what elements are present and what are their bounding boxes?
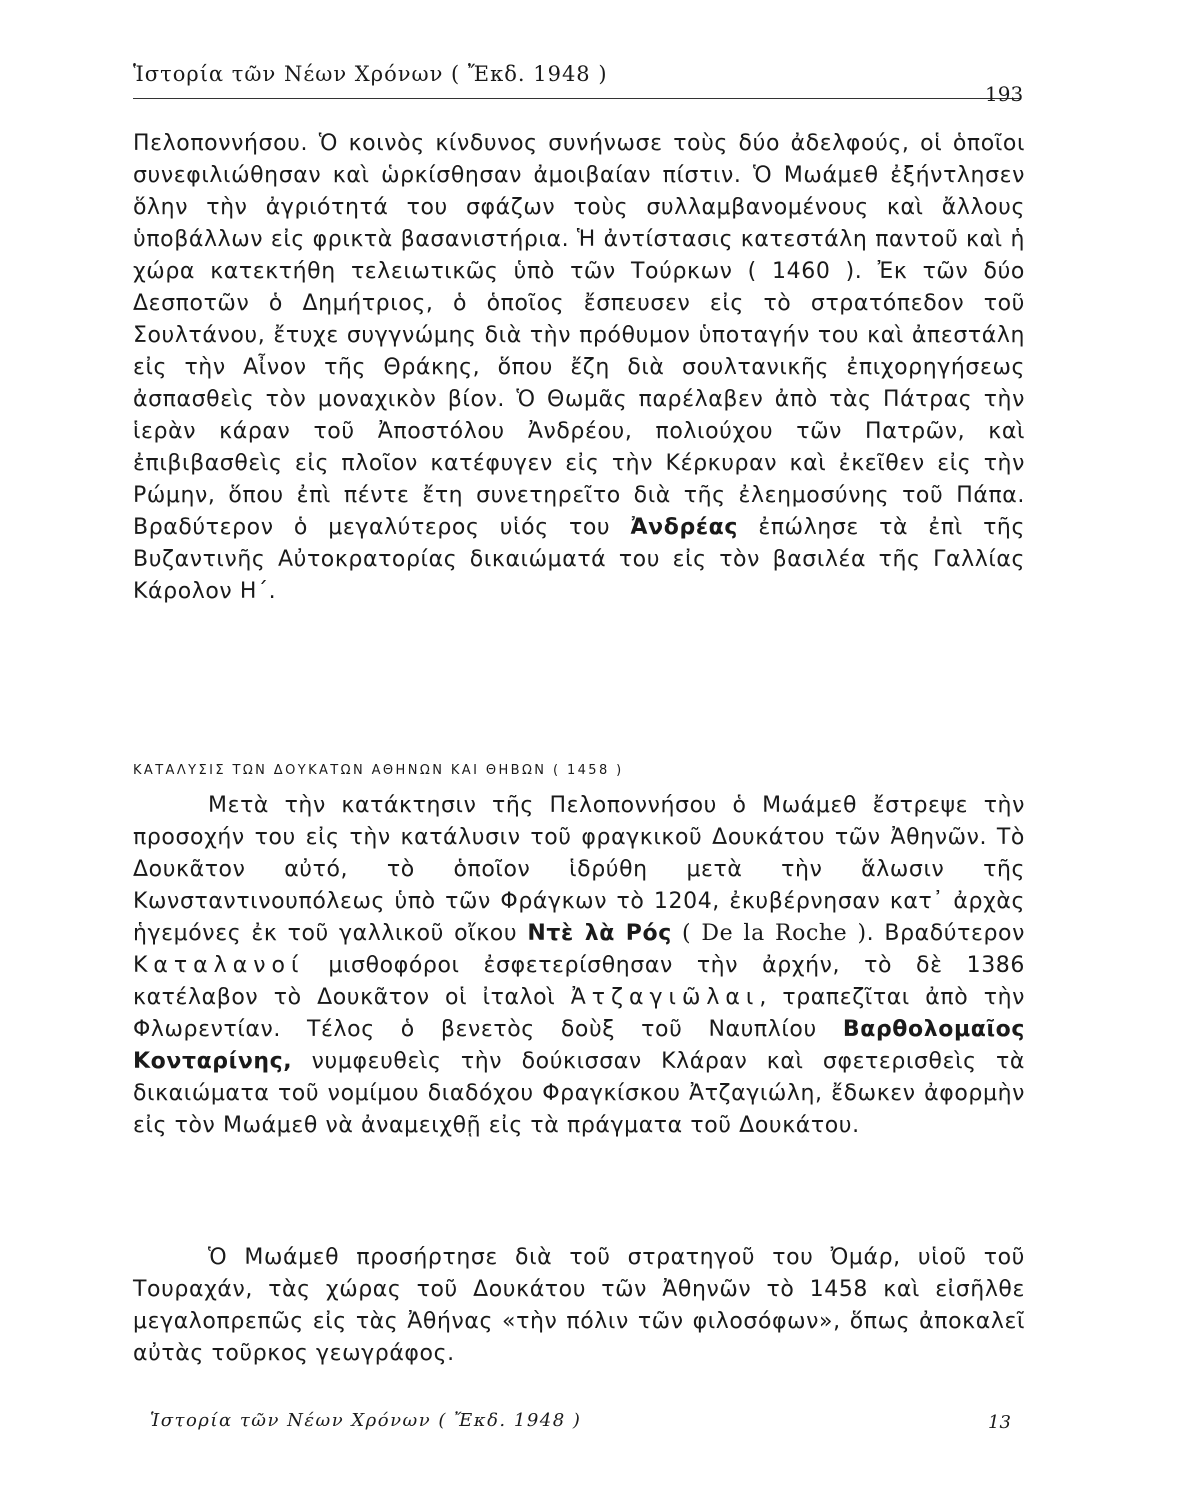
header-rule: [133, 98, 1021, 99]
paragraph-text: . Βραδύτερον: [866, 921, 1025, 946]
paragraph-text: Ὁ Μωάμεθ προσήρτησε διὰ τοῦ στρατηγοῦ του Ὀμάρ, υἱοῦ τοῦ Τουραχάν, τὰς χώρας τοῦ Δουκάτου τῶν Ἀθηνῶν τὸ 1458 καὶ εἰσῆλθε μεγαλοπρεπῶς εἰς τὰς Ἀθήνας «τὴν πόλιν τῶν φιλοσόφων», ὅπως ἀποκαλεῖ αὐτὰς τοῦρκος γεωγράφος.: [133, 1245, 1025, 1366]
paragraph-text: ἐπώλησε τὰ ἐπὶ τῆς Βυζαντινῆς Αὐτοκρατορίας δικαιώματά του εἰς τὸν βασιλέα τῆς Γαλλίας Κάρολον Η΄.: [133, 515, 1025, 604]
paragraph-text: Μετὰ τὴν κατάκτησιν τῆς Πελοποννήσου ὁ Μωάμεθ ἔστρεψε τὴν προσοχήν του εἰς τὴν κατάλυσιν τοῦ φραγκικοῦ Δουκάτου τῶν Ἀθηνῶν. Τὸ Δουκᾶτον αὐτό, τὸ ὁποῖον ἱδρύθη μετὰ τὴν ἅλωσιν τῆς Κωνσταντινουπόλεως ὑπὸ τῶν Φράγκων τὸ 1204, ἐκυβέρνησαν κατ᾽ ἀρχὰς ἡγεμόνες ἐκ τοῦ γαλλικοῦ οἴκου: [133, 793, 1025, 946]
spaced-catalans: Καταλανοί: [133, 953, 305, 978]
latin-name: ( De la Roche ): [682, 921, 867, 946]
paragraph-omar: [133, 1242, 1025, 1370]
signature-mark: 13: [988, 1412, 1011, 1433]
paragraph-peloponnese: [133, 128, 1025, 608]
paragraph-duchy-athens: [133, 790, 1025, 1142]
paragraph-text: Πελοποννήσου. Ὁ κοινὸς κίνδυνος συνήνωσε τοὺς δύο ἀδελφούς, οἱ ὁποῖοι συνεφιλιώθησαν καὶ ὡρκίσθησαν ἀμοιβαίαν πίστιν. Ὁ Μωάμεθ ἐξήντλησεν ὅλην τὴν ἀγριότητά του σφάζων τοὺς συλλαμβανομένους καὶ ἄλλους ὑποβάλλων εἰς φρικτὰ βασανιστήρια. Ἡ ἀντίστασις κατεστάλη παντοῦ καὶ ἡ χώρα κατεκτήθη τελειωτικῶς ὑπὸ τῶν Τούρκων ( 1460 ). Ἐκ τῶν δύο Δεσποτῶν ὁ Δημήτριος, ὁ ὁποῖος ἔσπευσεν εἰς τὸ στρατόπεδον τοῦ Σουλτάνου, ἔτυχε συγγνώμης διὰ τὴν πρόθυμον ὑποταγήν του καὶ ἀπεστάλη εἰς τὴν Αἶνον τῆς Θράκης, ὅπου ἔζη διὰ σουλτανικῆς ἐπιχορηγήσεως ἀσπασθεὶς τὸν μοναχικὸν βίον. Ὁ Θωμᾶς παρέλαβεν ἀπὸ τὰς Πάτρας τὴν ἱερὰν κάραν τοῦ Ἀποστόλου Ἀνδρέου, πολιούχου τῶν Πατρῶν, καὶ ἐπιβιβασθεὶς εἰς πλοῖον κατέφυγεν εἰς τὴν Κέρκυραν καὶ ἐκεῖθεν εἰς τὴν Ρώμην, ὅπου ἐπὶ πέντε ἔτη συνετηρεῖτο διὰ τῆς ἐλεημοσύνης τοῦ Πάπα. Βραδύτερον ὁ μεγαλύτερος υἱός του: [133, 131, 1025, 540]
page-number: 193: [985, 82, 1024, 106]
name-de-la-roche: Ντὲ λὰ Ρός: [527, 921, 672, 946]
paragraph-text: , τραπεζῖται ἀπὸ τὴν Φλωρεντίαν. Τέλος ὁ βενετὸς δοὺξ τοῦ Ναυπλίου: [133, 985, 1025, 1042]
spaced-acciaiuoli: Ἀτζαγιῶλαι: [570, 985, 760, 1010]
paragraph-text: μισθοφόροι ἐσφετερίσθησαν τὴν ἀρχήν, τὸ δὲ 1386 κατέλαβον τὸ Δουκᾶτον οἱ ἰταλοὶ: [133, 953, 1025, 1010]
footer-title: Ἱστορία τῶν Νέων Χρόνων ( Ἔκδ. 1948 ): [150, 1410, 582, 1431]
name-contarini: Βαρθολομαῖος Κονταρίνης,: [133, 1017, 1026, 1074]
running-title: Ἱστορία τῶν Νέων Χρόνων ( Ἔκδ. 1948 ): [133, 62, 608, 86]
paragraph-text: νυμφευθεὶς τὴν δούκισσαν Κλάραν καὶ σφετερισθεὶς τὰ δικαιώματα τοῦ νομίμου διαδόχου Φραγκίσκου Ἀτζαγιώλη, ἔδωκεν ἀφορμὴν εἰς τὸν Μωάμεθ νὰ ἀναμειχθῇ εἰς τὰ πράγματα τοῦ Δουκάτου.: [133, 1049, 1025, 1138]
name-andreas: Ἀνδρέας: [630, 515, 739, 540]
section-heading: ΚΑΤΑΛΥΣΙΣ ΤΩΝ ΔΟΥΚΑΤΩΝ ΑΘΗΝΩΝ ΚΑΙ ΘΗΒΩΝ ( 1458 ): [133, 763, 624, 778]
